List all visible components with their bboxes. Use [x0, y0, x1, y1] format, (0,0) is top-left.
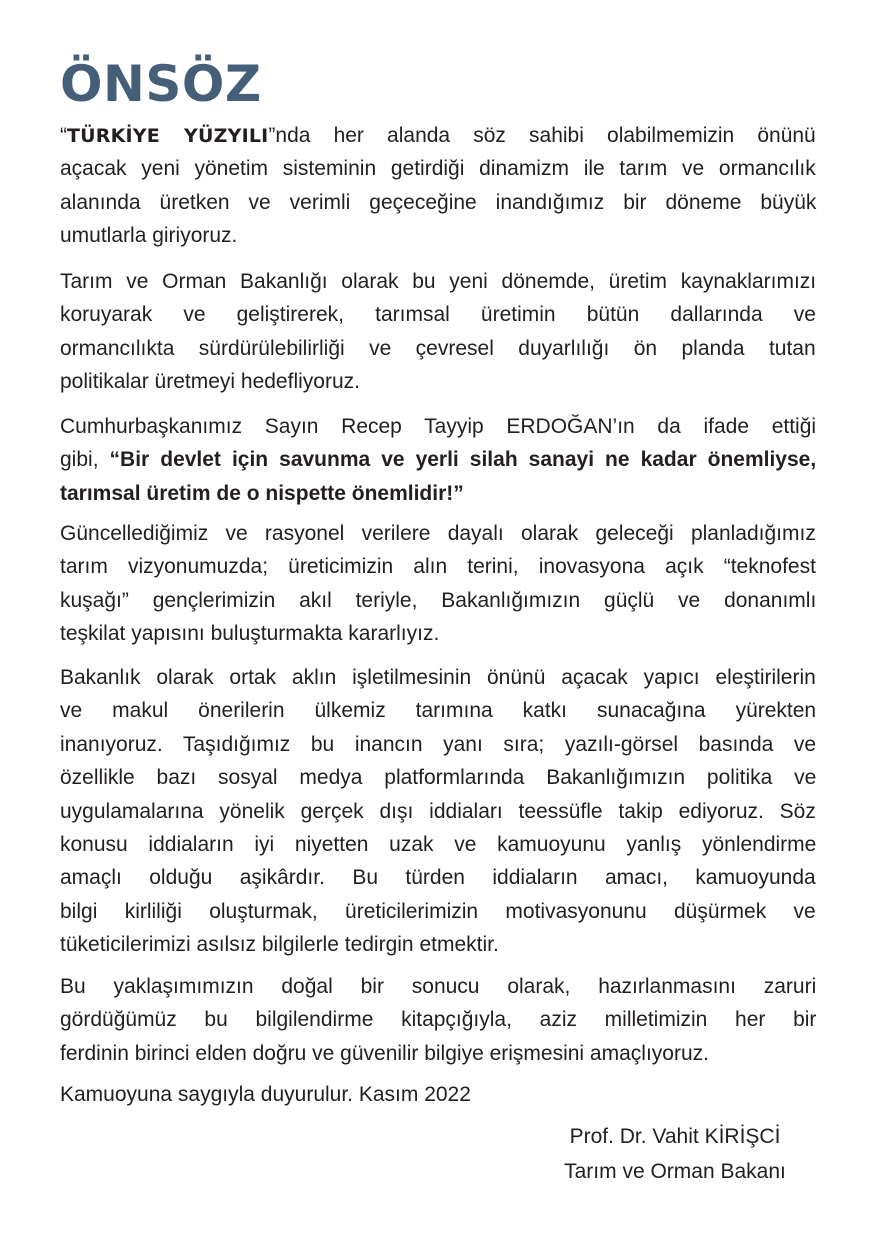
text-line: özellikle bazı sosyal medya platformlarında Bakanlığımızın politika ve: [60, 766, 817, 790]
text-line: tüketicilerimizi asılsız bilgilerle tedirgin etmektir.: [60, 933, 499, 957]
text-line: koruyarak ve geliştirerek, tarımsal üretimin bütün dallarında ve: [60, 303, 816, 327]
paragraph-criticism: [60, 661, 816, 962]
bold-quote: “Bir devlet için savunma ve yerli silah sanayi ne kadar önemliyse,: [109, 448, 817, 472]
text-line: Bu yaklaşımımızın doğal bir sonucu olarak, hazırlanmasını zaruri: [60, 975, 817, 998]
paragraph-quote: [60, 410, 816, 510]
text-line: alanında üretken ve verimli geçeceğine inandığımız bir döneme büyük: [60, 190, 817, 214]
paragraph-vision: [60, 517, 816, 651]
text-line: inanıyoruz. Taşıdığımız bu inancın yanı sıra; yazılı-görsel basında ve: [60, 732, 817, 756]
text-line: ve makul önerilerin ülkemiz tarımına katkı sunacağına yürekten: [60, 699, 817, 723]
signature-name: Prof. Dr. Vahit KİRİŞCİ: [569, 1125, 781, 1148]
page-title: ÖNSÖZ: [60, 55, 262, 113]
text-line: konusu iddiaların iyi niyetten uzak ve kamuoyunu yanlış yönlendirme: [60, 832, 817, 856]
text-line: uygulamalarına yönelik gerçek dışı iddiaları teessüfle takip ediyoruz. Söz: [60, 799, 816, 823]
paragraph-booklet: [60, 970, 816, 1070]
text-line: açacak yeni yönetim sisteminin getirdiği dinamizm ile tarım ve ormancılık: [60, 157, 816, 181]
text-line: Cumhurbaşkanımız Sayın Recep Tayyip ERDOĞAN’ın da ifade ettiği: [60, 415, 817, 438]
text-line: gördüğümüz bu bilgilendirme kitapçığıyla, aziz milletimizin her bir: [60, 1008, 817, 1032]
line-text: ”nda her alanda söz sahibi olabilmemizin önünü: [268, 124, 816, 147]
text-line: teşkilat yapısını buluşturmakta kararlıyız.: [60, 622, 440, 646]
line-text: gibi,: [60, 448, 110, 472]
text-line: Güncellediğimiz ve rasyonel verilere dayalı olarak geleceği planladığımız: [60, 522, 816, 545]
text-line: bilgi kirliliği oluşturmak, üreticilerimizin motivasyonunu düşürmek ve: [60, 899, 816, 923]
text-line: amaçlı olduğu aşikârdır. Bu türden iddiaların amacı, kamuoyunda: [60, 866, 816, 890]
text-line: [60, 443, 816, 476]
text-line: ferdinin birinci elden doğru ve güvenilir bilgiye erişmesini amaçlıyoruz.: [60, 1041, 709, 1065]
bold-quote: tarımsal üretim de o nispette önemlidir!”: [60, 481, 464, 505]
text-line: politikalar üretmeyi hedefliyoruz.: [60, 370, 360, 394]
paragraph-closing: [60, 1078, 816, 1111]
text-line: kuşağı” gençlerimizin akıl teriyle, Bakanlığımızın güçlü ve donanımlı: [60, 588, 817, 612]
text-line: Bakanlık olarak ortak aklın işletilmesinin önünü açacak yapıcı eleştirilerin: [60, 666, 816, 689]
text-line: Tarım ve Orman Bakanlığı olarak bu yeni dönemde, üretim kaynaklarımızı: [60, 270, 817, 293]
text-line: [60, 477, 816, 510]
open-quote: “: [60, 124, 67, 147]
text-line: ormancılıkta sürdürülebilirliği ve çevresel duyarlılığı ön planda tutan: [60, 336, 816, 360]
signature-title: Tarım ve Orman Bakanı: [564, 1160, 786, 1183]
paragraph-intro: [60, 119, 816, 253]
text-line: umutlarla giriyoruz.: [60, 224, 238, 248]
brand-turkiye-yuzyili: TÜRKİYE YÜZYILI: [67, 125, 269, 147]
paragraph-policy: [60, 265, 816, 399]
text-line: Kamuoyuna saygıyla duyurulur. Kasım 2022: [60, 1083, 471, 1106]
text-line: tarım vizyonumuzda; üreticimizin alın terini, inovasyona açık “teknofest: [60, 555, 816, 579]
text-line: [60, 119, 816, 152]
